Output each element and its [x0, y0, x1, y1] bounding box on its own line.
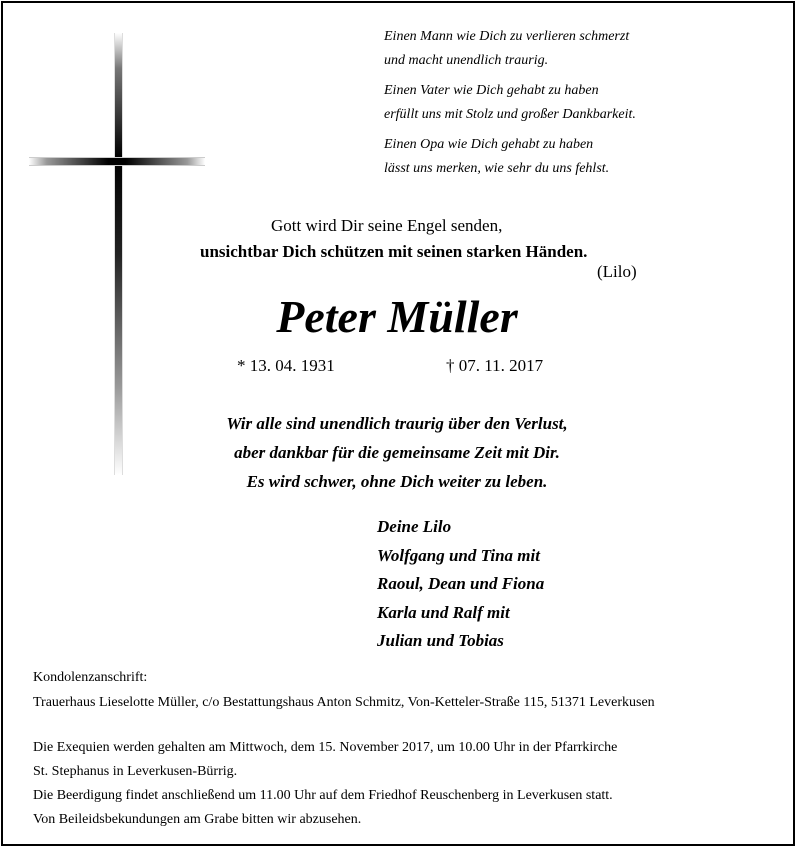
condolence-address: Trauerhaus Lieselotte Müller, c/o Bestattungshaus Anton Schmitz, Von-Ketteler-Straße 115, 51371 Leverkusen [33, 695, 655, 710]
poem-line: erfüllt uns mit Stolz und großer Dankbarkeit. [384, 107, 636, 122]
poem-line: Einen Mann wie Dich zu verlieren schmerzt [384, 29, 630, 44]
poem-line: Einen Opa wie Dich gehabt zu haben [384, 137, 594, 152]
signer: Raoul, Dean und Fiona [377, 574, 545, 593]
funeral-info-line: St. Stephanus in Leverkusen-Bürrig. [33, 764, 238, 779]
quote-line-2: unsichtbar Dich schützen mit seinen starken Händen. [200, 242, 588, 261]
signer: Deine Lilo [377, 517, 452, 536]
birth-date: * 13. 04. 1931 [237, 356, 335, 375]
quote-line-1: Gott wird Dir seine Engel senden, [271, 216, 503, 235]
death-date: † 07. 11. 2017 [446, 356, 544, 375]
poem-line: lässt uns merken, wie sehr du uns fehlst. [384, 161, 610, 176]
deceased-name: Peter Müller [276, 291, 518, 342]
cross-horizontal-beam [29, 157, 205, 166]
signer: Julian und Tobias [377, 631, 504, 650]
funeral-info-line: Die Exequien werden gehalten am Mittwoch, dem 15. November 2017, um 10.00 Uhr in der Pfarrkirche [33, 740, 618, 755]
signer: Karla und Ralf mit [377, 602, 510, 622]
condolence-label: Kondolenzanschrift: [33, 670, 148, 685]
message [3, 409, 791, 496]
signers-list [377, 513, 544, 656]
message-line: Es wird schwer, ohne Dich weiter zu leben. [246, 472, 548, 491]
funeral-info-line: Von Beileidsbekundungen am Grabe bitten wir abzusehen. [33, 812, 362, 827]
message-line: Wir alle sind unendlich traurig über den Verlust, [226, 414, 568, 433]
funeral-info-line: Die Beerdigung findet anschließend um 11.00 Uhr auf dem Friedhof Reuschenberg in Leverkusen statt. [33, 788, 613, 803]
signer: Wolfgang und Tina mit [377, 545, 540, 565]
quote-author: (Lilo) [597, 262, 637, 281]
notice-frame [1, 1, 795, 846]
message-line: aber dankbar für die gemeinsame Zeit mit Dir. [234, 443, 560, 462]
poem-line: Einen Vater wie Dich gehabt zu haben [384, 83, 599, 98]
poem-line: und macht unendlich traurig. [384, 53, 549, 68]
